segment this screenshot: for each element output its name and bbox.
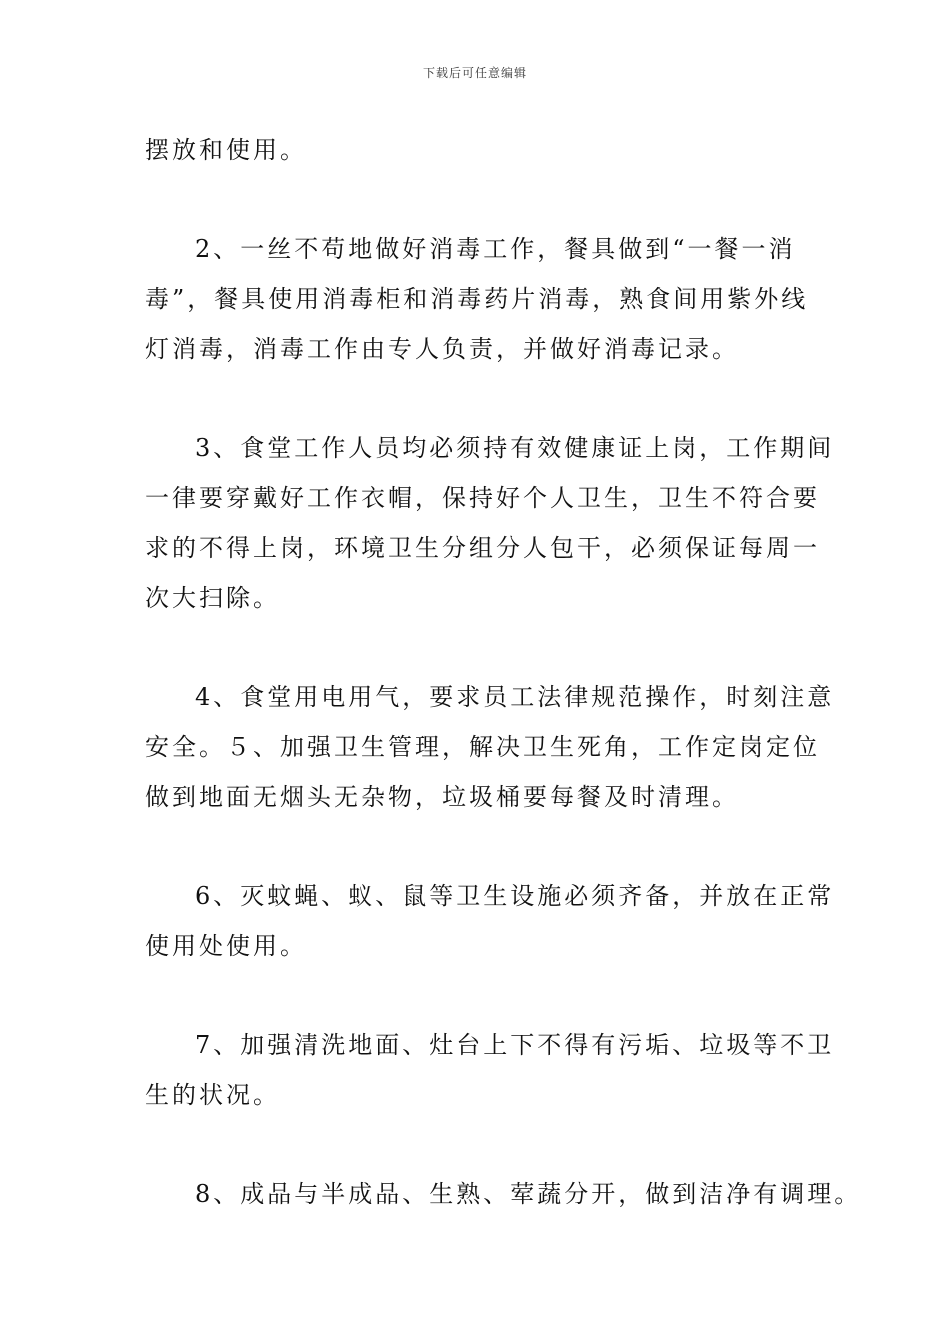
paragraph-first-line: 8、成品与半成品、生熟、荤蔬分开，做到洁净有调理。 [195,1180,862,1208]
header-note: 下载后可任意编辑 [422,66,527,80]
body-line: 生的状况。 [145,1081,280,1109]
body-line: 一律要穿戴好工作衣帽，保持好个人卫生，卫生不符合要 [145,484,820,512]
body-line: 安全。５、加强卫生管理，解决卫生死角，工作定岗定位 [145,733,820,761]
paragraph-first-line: 3、食堂工作人员均必须持有效健康证上岗，工作期间 [195,434,835,462]
body-line: 灯消毒，消毒工作由专人负责，并做好消毒记录。 [145,335,739,363]
body-line: 做到地面无烟头无杂物，垃圾桶要每餐及时清理。 [145,783,739,811]
paragraph-first-line: 6、灭蚊蝇、蚁、鼠等卫生设施必须齐备，并放在正常 [195,882,835,910]
body-line: 毒”，餐具使用消毒柜和消毒药片消毒，熟食间用紫外线 [145,285,809,313]
paragraph-first-line: 7、加强清洗地面、灶台上下不得有污垢、垃圾等不卫 [195,1031,835,1059]
paragraph-first-line: 4、食堂用电用气，要求员工法律规范操作，时刻注意 [195,683,835,711]
body-line: 次大扫除。 [145,584,280,612]
body-line: 求的不得上岗，环境卫生分组分人包干，必须保证每周一 [145,534,820,562]
body-line: 摆放和使用。 [145,136,307,164]
paragraph-first-line: 2、一丝不苟地做好消毒工作，餐具做到“一餐一消 [195,235,796,263]
body-line: 使用处使用。 [145,932,307,960]
